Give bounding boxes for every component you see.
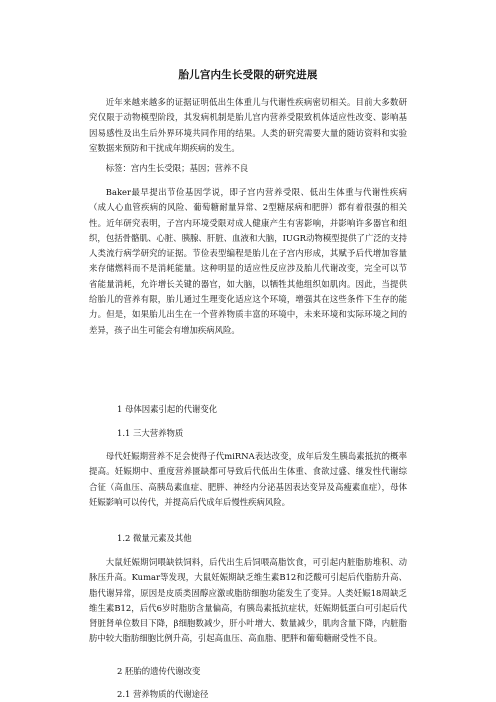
section-1-2-heading: 1.2 微量元素及其他 xyxy=(117,533,192,543)
section-1-1-heading: 1.1 三大营养物质 xyxy=(117,428,184,438)
abstract-paragraph: 近年来越来越多的证据证明低出生体重儿与代谢性疾病密切相关。目前大多数研究仅限于动物模型阶段，其发病机制是胎儿宫内营养受限致机体适应性改变、影响基因易感性及出生后外界环境共同作用的结果。人类的研究需要大量的随访资料和实验室数据来预防和干扰成年期疾病的发生。 xyxy=(89,97,407,153)
section-1-heading: 1 母体因素引起的代谢变化 xyxy=(117,404,218,414)
section-2-1-heading: 2.1 营养物质的代谢途径 xyxy=(117,689,209,699)
intro-paragraph: Baker最早提出节俭基因学说，即子宫内营养受限、低出生体重与代谢性疾病（成人心血管疾病的风险、葡萄糖耐量异常、2型糖尿病和肥胖）都有着很强的相关性。近年研究表明，子宫内环境受限对成人健康产生有害影响，并影响许多器官和组织，包括骨骼肌、心脏、胰腺、肝脏、血液和大脑，IUGR动物模型提供了广泛的支持人类流行病学研究的证据。节俭表型编程是胎儿在子宫内形成，其赋予后代增加容量来存储燃料而不是消耗能量。这种明显的适应性反应涉及胎儿代谢改变，完全可以节省能量消耗，允许增长关键的器官，如大脑，以牺牲其他组织如肌肉。因此，当提供给胎儿的营养有限，胎儿通过生理变化适应这个环境，增强其在这些条件下生存的能力。但是，如果胎儿出生在一个营养物质丰富的环境中，未来环境和实际环境之间的差异，孩子出生可能会有增加疾病风险。 xyxy=(89,187,407,335)
section-1-1-paragraph: 母代妊娠期营养不足会使得子代miRNA表达改变，成年后发生胰岛素抵抗的概率提高。妊娠期中、重度营养匮缺都可导致后代低出生体重、食欲过盛、继发性代谢综合征（高血压、高胰岛素血症、肥胖、神经内分泌基因表达变异及高瘦素血症），母体妊娠影响可以传代，并提高后代成年后慢性疾病风险。 xyxy=(89,451,407,507)
section-1-2-paragraph: 大鼠妊娠期饲喂缺铁饲料，后代出生后饲喂高脂饮食，可引起内脏脂肪堆积、动脉压升高。Kumar等发现，大鼠妊娠期缺乏维生素B12和泛酸可引起后代脂肪升高、脂代谢异常，原因是皮质类固醇应激或脂肪细胞功能发生了变异。人类妊娠18周缺乏维生素B12，后代6岁时脂肪含量偏高，有胰岛素抵抗症状，妊娠期低蛋白可引起后代肾脏肾单位数目下降，β细胞数减少，肝小叶增大、数量减少，肌肉含量下降，内脏脂肪中较大脂肪细胞比例升高，引起高血压、高血脂、肥胖和葡萄糖耐受性不良。 xyxy=(89,557,407,644)
keywords-line: 标签：宫内生长受限；基因；营养不良 xyxy=(105,163,249,173)
paper-title: 胎儿宫内生长受限的研究进展 xyxy=(178,69,318,81)
section-2-heading: 2 胚胎的遗传代谢改变 xyxy=(117,666,201,676)
